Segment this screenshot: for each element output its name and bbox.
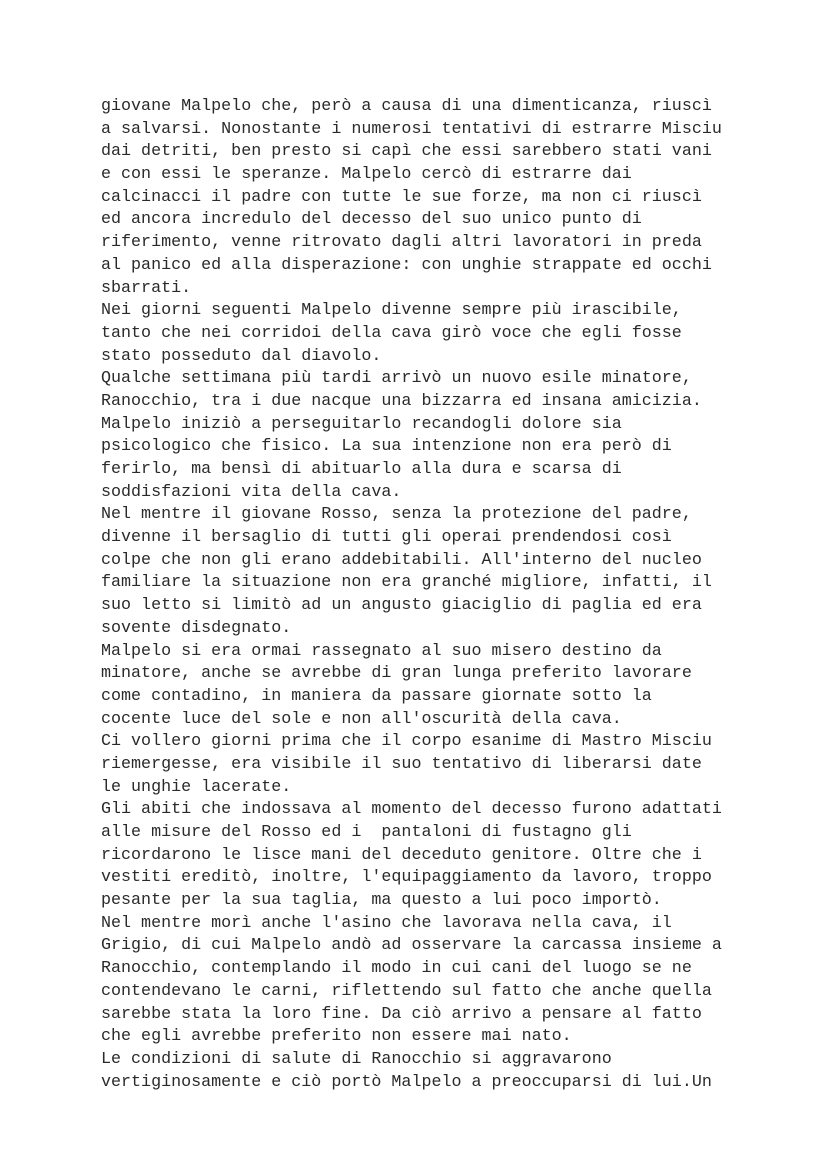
text-line: alle misure del Rosso ed i pantaloni di fustagno gli <box>101 823 632 842</box>
text-line: al panico ed alla disperazione: con unghie strappate ed occhi <box>101 255 712 275</box>
text-line: familiare la situazione non era granché migliore, infatti, il <box>101 573 712 593</box>
text-line: Grigio, di cui Malpelo andò ad osservare la carcassa insieme a <box>101 936 722 956</box>
text-line: Malpelo iniziò a perseguitarlo recandogli dolore sia <box>101 414 622 434</box>
text-line: che egli avrebbe preferito non essere mai nato. <box>101 1027 572 1047</box>
text-line: Nel mentre il giovane Rosso, senza la protezione del padre, <box>101 505 692 525</box>
text-line: ferirlo, ma bensì di abituarlo alla dura e scarsa di <box>101 460 622 479</box>
text-line: Nei giorni seguenti Malpelo divenne sempre più irascibile, <box>101 301 682 321</box>
text-line: Ci vollero giorni prima che il corpo esanime di Mastro Misciu <box>101 732 712 752</box>
text-line: come contadino, in maniera da passare giornate sotto la <box>101 686 652 706</box>
text-line: minatore, anche se avrebbe di gran lunga preferito lavorare <box>101 664 692 684</box>
text-line: vestiti ereditò, inoltre, l'equipaggiamento da lavoro, troppo <box>101 868 712 888</box>
text-line: giovane Malpelo che, però a causa di una dimenticanza, riuscì <box>101 97 712 116</box>
text-line: Malpelo si era ormai rassegnato al suo misero destino da <box>101 641 662 661</box>
text-line: sbarrati. <box>101 278 192 298</box>
text-line: soddisfazioni vita della cava. <box>101 482 402 502</box>
text-line: Ranocchio, tra i due nacque una bizzarra ed insana amicizia. <box>101 391 702 411</box>
text-line: contendevano le carni, riflettendo sul fatto che anche quella <box>101 981 712 1001</box>
text-line: ed ancora incredulo del decesso del suo unico punto di <box>101 210 642 230</box>
body-text <box>101 96 741 1094</box>
text-line: dai detriti, ben presto si capì che essi sarebbero stati vani <box>101 142 712 162</box>
text-line: psicologico che fisico. La sua intenzione non era però di <box>101 437 672 457</box>
text-line: Gli abiti che indossava al momento del decesso furono adattati <box>101 800 722 820</box>
text-line: suo letto si limitò ad un angusto giaciglio di paglia ed era <box>101 596 702 616</box>
text-line: tanto che nei corridoi della cava girò voce che egli fosse <box>101 323 682 343</box>
text-line: sovente disdegnato. <box>101 618 292 638</box>
text-line: a salvarsi. Nonostante i numerosi tentativi di estrarre Misciu <box>101 119 722 139</box>
text-line: divenne il bersaglio di tutti gli operai prendendosi così <box>101 528 672 548</box>
text-line: Le condizioni di salute di Ranocchio si aggravarono <box>101 1049 612 1069</box>
text-line: sarebbe stata la loro fine. Da ciò arrivo a pensare al fatto <box>101 1004 702 1024</box>
text-line: vertiginosamente e ciò portò Malpelo a preoccuparsi di lui.Un <box>101 1072 712 1092</box>
text-line: cocente luce del sole e non all'oscurità della cava. <box>101 709 622 729</box>
text-line: colpe che non gli erano addebitabili. All'interno del nucleo <box>101 550 702 570</box>
text-line: riemergesse, era visibile il suo tentativo di liberarsi date <box>101 754 702 774</box>
text-line: le unghie lacerate. <box>101 777 292 797</box>
text-line: e con essi le speranze. Malpelo cercò di estrarre dai <box>101 165 632 185</box>
text-line: Ranocchio, contemplando il modo in cui cani del luogo se ne <box>101 959 692 979</box>
text-line: riferimento, venne ritrovato dagli altri lavoratori in preda <box>101 233 702 253</box>
text-line: Qualche settimana più tardi arrivò un nuovo esile minatore, <box>101 369 692 389</box>
text-line: calcinacci il padre con tutte le sue forze, ma non ci riuscì <box>101 187 702 207</box>
text-line: pesante per la sua taglia, ma questo a lui poco importò. <box>101 891 662 911</box>
text-line: stato posseduto dal diavolo. <box>101 346 382 366</box>
text-line: ricordarono le lisce mani del deceduto genitore. Oltre che i <box>101 845 702 865</box>
text-line: Nel mentre morì anche l'asino che lavorava nella cava, il <box>101 913 672 933</box>
